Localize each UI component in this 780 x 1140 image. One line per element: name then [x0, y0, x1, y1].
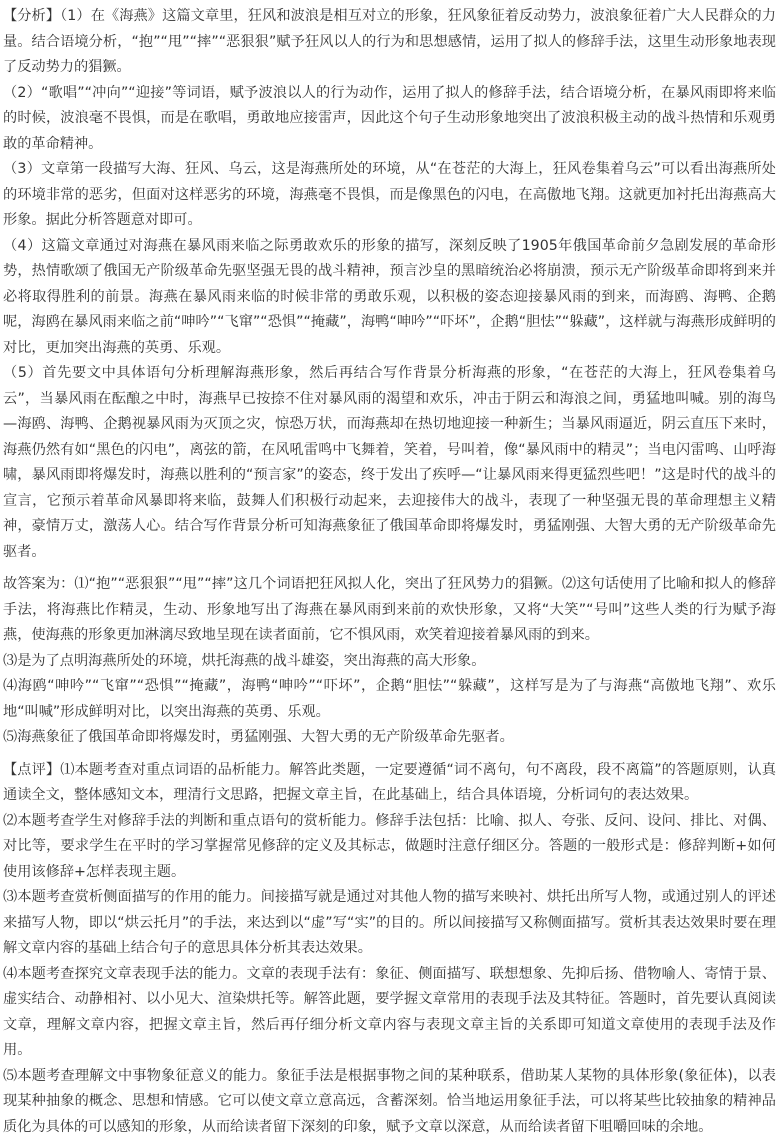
answer-paragraph-1: 故答案为：⑴“抱”“恶狠狠”“甩”“摔”这几个词语把狂风拟人化，突出了狂风势力的猖獗。⑵这句话使用了比喻和拟人的修辞手法，将海燕比作精灵，生动、形象地写出了海燕在暴风雨到来前的欢快形象，又将“大笑”“号叫”这些人类的行为赋予海燕，使海燕的形象更加淋漓尽致地呈现在读者面前，它不惧风雨，欢笑着迎接着暴风雨的到来。: [3, 572, 776, 649]
analysis-paragraph-3: （3）文章第一段描写大海、狂风、乌云，这是海燕所处的环境，从“在苍茫的大海上，狂风卷集着乌云”可以看出海燕所处的环境非常的恶劣，但面对这样恶劣的环境，海燕毫不畏惧，而是像黑色的闪电，在高傲地飞翔。这就更加衬托出海燕高大形象。据此分析答题意对即可。: [3, 157, 776, 234]
comment-section: [3, 758, 776, 1140]
comment-paragraph-5: ⑸本题考查理解文中事物象征意义的能力。象征手法是根据事物之间的某种联系，借助某人某物的具体形象(象征体)，以表现某种抽象的概念、思想和情感。它可以使文章立意高远，含蓄深刻。恰当地运用象征手法，可以将某些比较抽象的精神品质化为具体的可以感知的形象，从而给读者留下深刻的印象，赋予文章以深意，从而给读者留下咀嚼回味的余地。: [3, 1064, 776, 1140]
analysis-paragraph-5: （5）首先要文中具体语句分析理解海燕形象，然后再结合写作背景分析海燕的形象，“在苍茫的大海上，狂风卷集着乌云”，当暴风雨在酝酿之中时，海燕早已按捺不住对暴风雨的渴望和欢乐，冲击于阴云和海浪之间，勇猛地叫喊。别的海鸟—海鸥、海鸭、企鹅视暴风雨为灭顶之灾，惊恐万状，而海燕却在热切地迎接一种新生；当暴风雨逼近，阴云直压下来时，海燕仍然有如“黑色的闪电”，离弦的箭，在风吼雷鸣中飞舞着，笑着，号叫着，像“暴风雨中的精灵”；当电闪雷鸣、山呼海啸，暴风雨即将爆发时，海燕以胜利的“预言家”的姿态，终于发出了疾呼—“让暴风雨来得更猛烈些吧！”这是时代的战斗的宣言，它预示着革命风暴即将来临，鼓舞人们积极行动起来，去迎接伟大的战斗，表现了一种坚强无畏的革命理想主义精神，豪情万丈，激荡人心。结合写作背景分析可知海燕象征了俄国革命即将爆发时，勇猛刚强、大智大勇的无产阶级革命先驱者。: [3, 361, 776, 565]
comment-paragraph-1: 【点评】⑴本题考查对重点词语的品析能力。解答此类题，一定要遵循“词不离句，句不离段，段不离篇”的答题原则，认真通读全文，整体感知文本，理清行文思路，把握文章主旨，在此基础上，结合具体语境，分析词句的表达效果。: [3, 758, 776, 809]
answer-paragraph-4: ⑷海鸥“呻吟”“飞窜”“恐惧”“掩藏”，海鸭“呻吟”“吓坏”，企鹅“胆怯”“躲藏”，这样写是为了与海燕“高傲地飞翔”、欢乐地“叫喊”形成鲜明对比，以突出海燕的英勇、乐观。: [3, 674, 776, 725]
analysis-section: [3, 4, 776, 565]
comment-paragraph-2: ⑵本题考查学生对修辞手法的判断和重点语句的赏析能力。修辞手法包括：比喻、拟人、夸张、反问、设问、排比、对偶、对比等，要求学生在平时的学习掌握常见修辞的定义及其标志，做题时注意仔细区分。答题的一般形式是：修辞判断+如何使用该修辞+怎样表现主题。: [3, 809, 776, 886]
answer-paragraph-5: ⑸海燕象征了俄国革命即将爆发时，勇猛刚强、大智大勇的无产阶级革命先驱者。: [3, 725, 776, 751]
section-gap: [3, 565, 776, 572]
analysis-paragraph-2: （2）“歌唱”“冲向”“迎接”等词语，赋予波浪以人的行为动作，运用了拟人的修辞手法，结合语境分析，在暴风雨即将来临的时候，波浪毫不畏惧，而是在歌唱，勇敢地应接雷声，因此这个句子生动形象地突出了波浪积极主动的战斗热情和乐观勇敢的革命精神。: [3, 81, 776, 158]
analysis-paragraph-4: （4）这篇文章通过对海燕在暴风雨来临之际勇敢欢乐的形象的描写，深刻反映了1905年俄国革命前夕急剧发展的革命形势，热情歌颂了俄国无产阶级革命先驱坚强无畏的战斗精神，预言沙皇的黑暗统治必将崩溃，预示无产阶级革命即将到来并必将取得胜利的前景。海燕在暴风雨来临的时候非常的勇敢乐观，以积极的姿态迎接暴风雨的到来，而海鸥、海鸭、企鹅呢，海鸥在暴风雨来临之前“呻吟”“飞窜”“恐惧”“掩藏”，海鸭“呻吟”“吓坏”，企鹅“胆怯”“躲藏”，这样就与海燕形成鲜明的对比，更加突出海燕的英勇、乐观。: [3, 234, 776, 362]
section-gap: [3, 751, 776, 758]
answer-paragraph-3: ⑶是为了点明海燕所处的环境，烘托海燕的战斗雄姿，突出海燕的高大形象。: [3, 649, 776, 675]
analysis-paragraph-1: 【分析】（1）在《海燕》这篇文章里，狂风和波浪是相互对立的形象，狂风象征着反动势力，波浪象征着广大人民群众的力量。结合语境分析，“抱”“甩”“摔”“恶狠狠”赋予狂风以人的行为和思想感情，运用了拟人的修辞手法，这里生动形象地表现了反动势力的猖獗。: [3, 4, 776, 81]
answer-section: [3, 572, 776, 751]
comment-paragraph-4: ⑷本题考查探究文章表现手法的能力。文章的表现手法有：象征、侧面描写、联想想象、先抑后扬、借物喻人、寄情于景、虚实结合、动静相衬、以小见大、渲染烘托等。解答此题，要学握文章常用的表现手法及其特征。答题时，首先要认真阅读文章，理解文章内容，把握文章主旨，然后再仔细分析文章内容与表现文章主旨的关系即可知道文章使用的表现手法及作用。: [3, 962, 776, 1064]
comment-paragraph-3: ⑶本题考查赏析侧面描写的作用的能力。间接描写就是通过对其他人物的描写来映衬、烘托出所写人物，或通过别人的评述来描写人物，即以“烘云托月”的手法，来达到以“虚”写“实”的目的。所以间接描写又称侧面描写。赏析其表达效果时要在理解文章内容的基础上结合句子的意思具体分析其表达效果。: [3, 885, 776, 962]
